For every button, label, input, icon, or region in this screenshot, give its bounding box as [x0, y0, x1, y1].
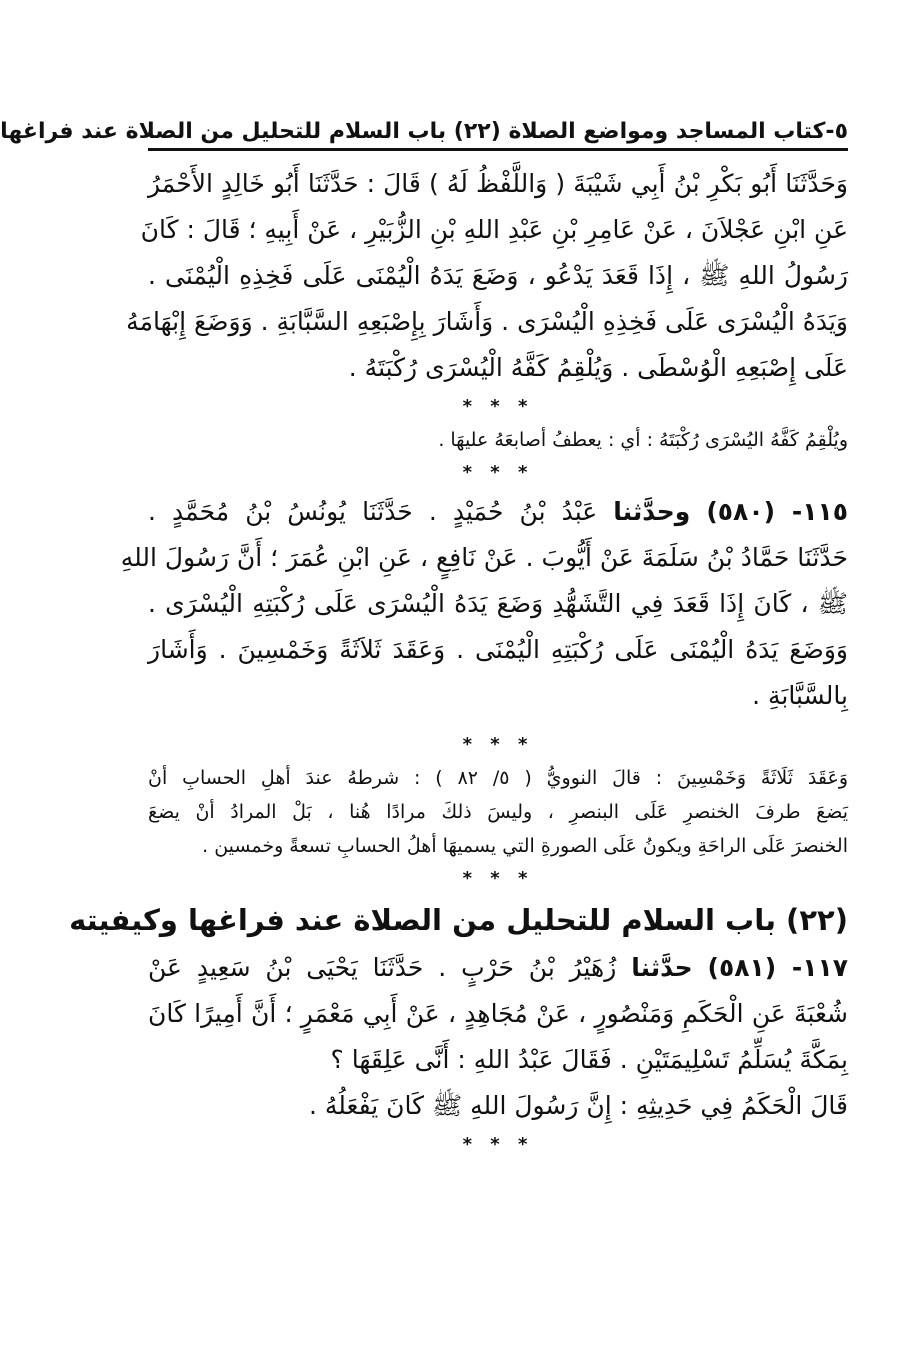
hadith-number: ١١٧- (٥٨١): [707, 953, 849, 982]
hadith-opening: وحدَّثنا: [613, 497, 691, 526]
hadith-114: [126, 161, 848, 391]
text-line: عَلَى إِصْبَعِهِ الْوُسْطَى . وَيُلْقِمُ كَفَّهُ الْيُسْرَى رُكْبَتَهُ .: [348, 353, 848, 382]
running-header: [0, 100, 848, 151]
section-separator: * * *: [462, 1134, 534, 1155]
note-line: وَعَقَدَ ثَلَاثَةً وَخَمْسِينَ : قالَ النوويُّ ( ٥/ ٨٢ ) : شرطهُ عندَ أهلِ الحسابِ أنْ: [148, 767, 848, 789]
text-line: وَوَضَعَ يَدَهُ الْيُمْنَى عَلَى رُكْبَتِهِ الْيُمْنَى . وَعَقَدَ ثَلاَثَةً وَخَمْسِينَ . وَأَشَارَ: [148, 635, 848, 664]
text-line: بِمَكَّةَ يُسَلِّمُ تَسْلِيمَتَيْنِ . فَقَالَ عَبْدُ اللهِ : أَنَّى عَلِقَهَا ؟: [330, 1045, 848, 1074]
text-line: شُعْبَةَ عَنِ الْحَكَمِ وَمَنْصُورٍ ، عَنْ مُجَاهِدٍ ، عَنْ أَبِي مَعْمَرٍ ؛ أَنَّ أَمِيرًا كَانَ: [148, 999, 848, 1028]
text-segment: زُهَيْرُ بْنُ حَرْبٍ . حَدَّثَنَا يَحْيَى بْنُ سَعِيدٍ عَنْ: [148, 953, 617, 982]
hadith-number: ١١٥- (٥٨٠): [706, 497, 848, 526]
text-line: بِالسَّبَّابَةِ .: [752, 681, 848, 710]
section-separator: * * *: [462, 868, 534, 889]
hadith-opening: حدَّثنا: [631, 953, 693, 982]
header-title: ٥-كتاب المساجد ومواضع الصلاة (٢٢) باب السلام للتحليل من الصلاة عند فراغها: [0, 119, 848, 144]
section-separator: * * *: [462, 462, 534, 483]
text-line: حَدَّثَنَا حَمَّادُ بْنُ سَلَمَةَ عَنْ أَيُّوبَ . عَنْ نَافِعٍ ، عَنِ ابْنِ عُمَرَ ؛ أَنَّ رَسُولَ اللهِ: [120, 543, 848, 572]
hadith-115: [120, 489, 848, 719]
note-line: يَضعَ طرفَ الخنصرِ عَلَى البنصرِ ، وليسَ ذلكَ مرادًا هُنا ، بَلْ المرادُ أنْ يضعَ: [148, 801, 848, 823]
note-line: الخنصرَ عَلَى الراحَةِ ويكونُ عَلَى الصورةِ التي يسميهَا أهلُ الحسابِ تسعةً وخمسين .: [202, 835, 848, 857]
text-line: عَنِ ابْنِ عَجْلاَنَ ، عَنْ عَامِرِ بْنِ عَبْدِ اللهِ بْنِ الزُّبَيْرِ ، عَنْ أَبِيهِ ؛ قَالَ : كَانَ: [140, 215, 848, 244]
text-line: رَسُولُ اللهِ ﷺ ، إِذَا قَعَدَ يَدْعُو ، وَضَعَ يَدَهُ الْيُمْنَى عَلَى فَخِذِهِ الْيُمْنَى .: [148, 261, 848, 290]
footnote-1: [148, 423, 848, 457]
text-segment: عَبْدُ بْنُ حُمَيْدٍ . حَدَّثَنَا يُونُسُ بْنُ مُحَمَّدٍ .: [148, 497, 598, 526]
text-line: [148, 489, 848, 535]
footnote-2: [148, 761, 848, 863]
book-page: [0, 100, 849, 1161]
text-line: ﷺ ، كَانَ إِذَا قَعَدَ فِي التَّشَهُّدِ وَضَعَ يَدَهُ الْيُسْرَى عَلَى رُكْبَتِهِ الْيُسْرَى .: [148, 589, 848, 618]
chapter-heading: (٢٢) باب السلام للتحليل من الصلاة عند فراغها وكيفيته: [69, 903, 848, 937]
text-line: وَيَدَهُ الْيُسْرَى عَلَى فَخِذِهِ الْيُسْرَى . وَأَشَارَ بِإِصْبَعِهِ السَّبَّابَةِ . وَوَضَعَ إِبْهَامَهُ: [126, 307, 848, 336]
text-line: قَالَ الْحَكَمُ فِي حَدِيثِهِ : إِنَّ رَسُولَ اللهِ ﷺ كَانَ يَفْعَلُهُ .: [308, 1091, 848, 1120]
section-separator: * * *: [462, 734, 534, 755]
text-line: وَحَدَّثَنَا أَبُو بَكْرِ بْنُ أَبِي شَيْبَةَ ( وَاللَّفْظُ لَهُ ) قَالَ : حَدَّثَنَا أَبُو خَالِدٍ الأَحْمَرُ: [148, 169, 848, 198]
hadith-117: [148, 945, 848, 1129]
note-line: ويُلْقِمُ كَفَّهُ اليُسْرَى رُكْبَتَهُ : أي : يعطفُ أصابعَهُ عليهَا .: [438, 429, 848, 451]
text-line: [148, 945, 848, 991]
section-separator: * * *: [462, 396, 534, 417]
